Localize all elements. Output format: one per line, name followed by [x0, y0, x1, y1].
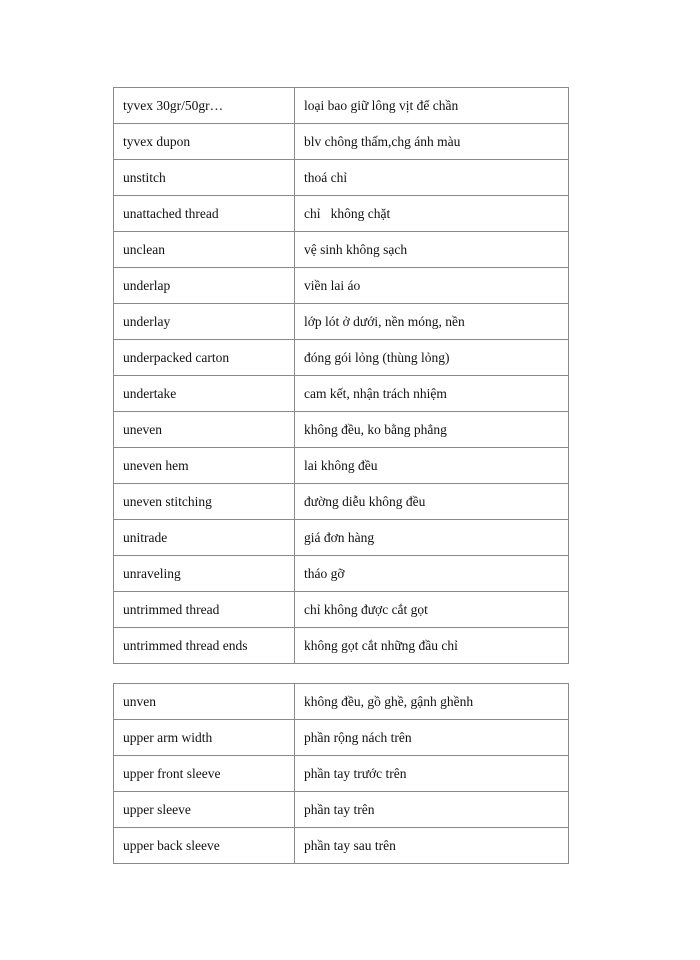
- table-row: [114, 268, 569, 304]
- table-row: [114, 556, 569, 592]
- table-row: [114, 124, 569, 160]
- term-cell: tyvex dupon: [114, 124, 295, 160]
- table-row: [114, 720, 569, 756]
- term-cell: unitrade: [114, 520, 295, 556]
- term-cell: undertake: [114, 376, 295, 412]
- definition-cell: tháo gỡ: [295, 556, 569, 592]
- term-cell: uneven: [114, 412, 295, 448]
- definition-cell: phần tay trên: [295, 792, 569, 828]
- glossary-table-1: [113, 87, 569, 664]
- definition-cell: phần rộng nách trên: [295, 720, 569, 756]
- glossary-table-2: [113, 683, 569, 864]
- definition-cell: blv chông thấm,chg ánh màu: [295, 124, 569, 160]
- definition-cell: không gọt cắt những đầu chỉ: [295, 628, 569, 664]
- definition-cell: cam kết, nhận trách nhiệm: [295, 376, 569, 412]
- term-cell: underlap: [114, 268, 295, 304]
- table-row: [114, 592, 569, 628]
- definition-cell: loại bao giữ lông vịt để chần: [295, 88, 569, 124]
- definition-cell: lớp lót ở dưới, nền móng, nền: [295, 304, 569, 340]
- term-cell: uneven stitching: [114, 484, 295, 520]
- table-row: [114, 448, 569, 484]
- table-row: [114, 792, 569, 828]
- table-row: [114, 628, 569, 664]
- definition-cell: không đều, gồ ghề, gậnh ghềnh: [295, 684, 569, 720]
- table-row: [114, 828, 569, 864]
- table-row: [114, 232, 569, 268]
- table-row: [114, 484, 569, 520]
- term-cell: unraveling: [114, 556, 295, 592]
- table-row: [114, 340, 569, 376]
- term-cell: unclean: [114, 232, 295, 268]
- term-cell: upper back sleeve: [114, 828, 295, 864]
- term-cell: upper sleeve: [114, 792, 295, 828]
- table-row: [114, 376, 569, 412]
- definition-cell: đường diễu không đều: [295, 484, 569, 520]
- term-cell: unattached thread: [114, 196, 295, 232]
- table-row: [114, 88, 569, 124]
- table-row: [114, 684, 569, 720]
- term-cell: unven: [114, 684, 295, 720]
- table-row: [114, 196, 569, 232]
- definition-cell: đóng gói lỏng (thùng lỏng): [295, 340, 569, 376]
- definition-cell: chỉ không được cắt gọt: [295, 592, 569, 628]
- definition-cell: chỉ không chặt: [295, 196, 569, 232]
- table-row: [114, 412, 569, 448]
- table-row: [114, 520, 569, 556]
- term-cell: underpacked carton: [114, 340, 295, 376]
- term-cell: untrimmed thread ends: [114, 628, 295, 664]
- definition-cell: viền lai áo: [295, 268, 569, 304]
- term-cell: uneven hem: [114, 448, 295, 484]
- term-cell: tyvex 30gr/50gr…: [114, 88, 295, 124]
- definition-cell: thoá chỉ: [295, 160, 569, 196]
- term-cell: underlay: [114, 304, 295, 340]
- definition-cell: lai không đều: [295, 448, 569, 484]
- definition-cell: phần tay sau trên: [295, 828, 569, 864]
- definition-cell: vệ sinh không sạch: [295, 232, 569, 268]
- definition-cell: giá đơn hàng: [295, 520, 569, 556]
- definition-cell: không đều, ko bằng phẳng: [295, 412, 569, 448]
- definition-cell: phần tay trước trên: [295, 756, 569, 792]
- term-cell: untrimmed thread: [114, 592, 295, 628]
- term-cell: upper front sleeve: [114, 756, 295, 792]
- table-row: [114, 304, 569, 340]
- table-row: [114, 160, 569, 196]
- term-cell: upper arm width: [114, 720, 295, 756]
- table-row: [114, 756, 569, 792]
- term-cell: unstitch: [114, 160, 295, 196]
